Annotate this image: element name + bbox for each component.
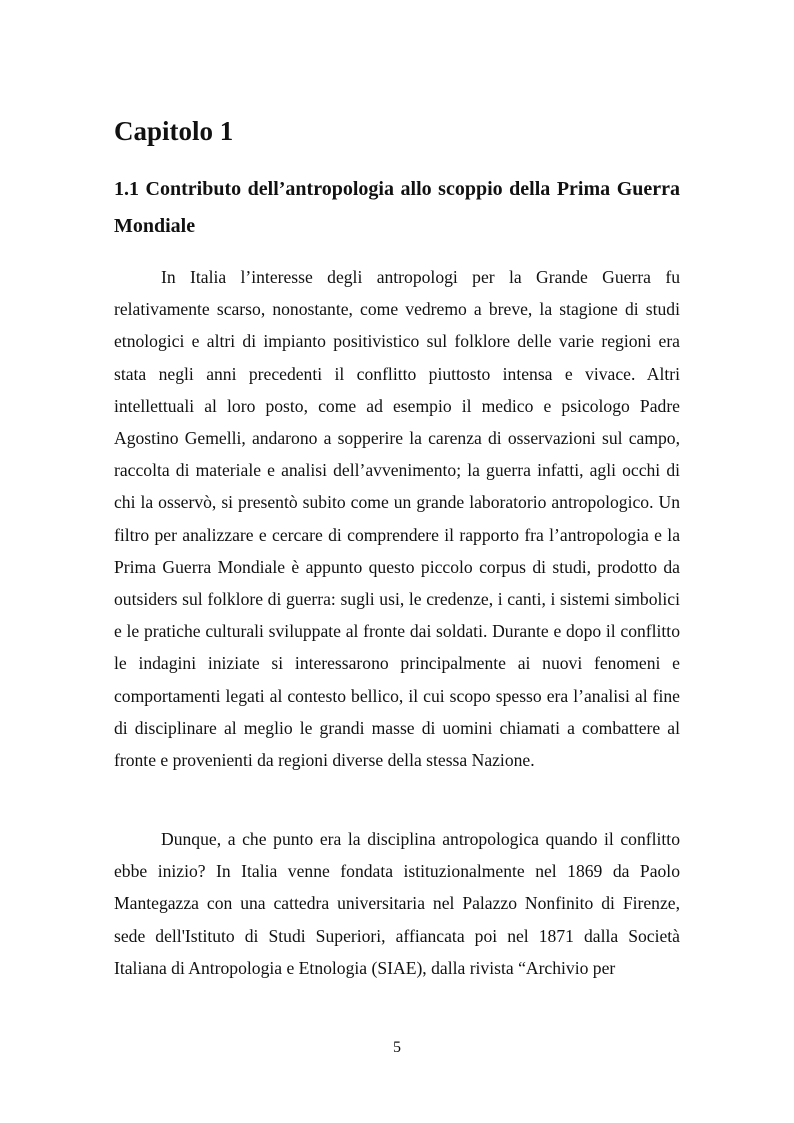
section-title: 1.1 Contributo dell’antropologia allo scoppio della Prima Guerra Mondiale	[114, 178, 680, 237]
chapter-title: Capitolo 1	[114, 116, 234, 146]
document-page	[114, 0, 680, 1123]
body-paragraph-1: In Italia l’interesse degli antropologi per la Grande Guerra fu relativamente scarso, nonostante, come vedremo a breve, la stagione di studi etnologici e altri di impianto positivistico sul folklore delle varie regioni era stata negli anni precedenti il conflitto piuttosto intensa e vivace. Altri intellettuali al loro posto, come ad esempio il medico e psicologo Padre Agostino Gemelli, andarono a sopperire la carenza di osservazioni sul campo, raccolta di materiale e analisi dell’avvenimento; la guerra infatti, agli occhi di chi la osservò, si presentò subito come un grande laboratorio antropologico. Un filtro per analizzare e cercare di comprendere il rapporto fra l’antropologia e la Prima Guerra Mondiale è appunto questo piccolo corpus di studi, prodotto da outsiders sul folklore di guerra: sugli usi, le credenze, i canti, i sistemi simbolici e le pratiche culturali sviluppate al fronte dai soldati. Durante e dopo il conflitto le indagini iniziate si interessarono principalmente ai nuovi fenomeni e comportamenti legati al contesto bellico, il cui scopo spesso era l’analisi al fine di disciplinare al meglio le grandi masse di uomini chiamati a combattere al fronte e provenienti da regioni diverse della stessa Nazione.	[114, 267, 680, 771]
body-paragraph-2: Dunque, a che punto era la disciplina antropologica quando il conflitto ebbe inizio? In Italia venne fondata istituzionalmente nel 1869 da Paolo Mantegazza con una cattedra universitaria nel Palazzo Nonfinito di Firenze, sede dell'Istituto di Studi Superiori, affiancata poi nel 1871 dalla Società Italiana di Antropologia e Etnologia (SIAE), dalla rivista “Archivio per	[114, 829, 680, 978]
page-number: 5	[393, 1039, 401, 1056]
